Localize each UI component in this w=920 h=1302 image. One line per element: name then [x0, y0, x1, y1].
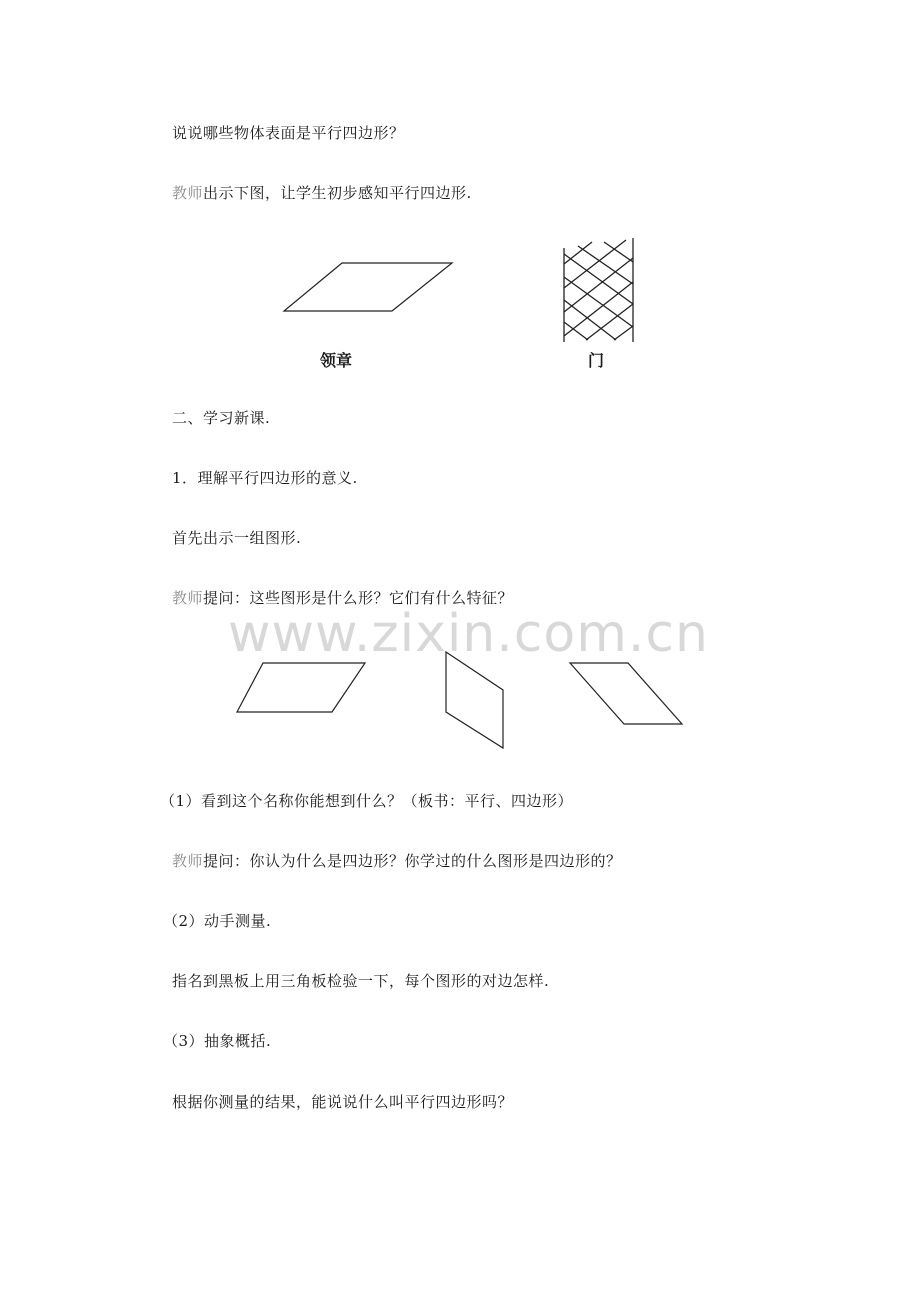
- badge-parallelogram-figure: [280, 258, 460, 318]
- text-line-12: 根据你测量的结果，能说说什么叫平行四边形吗？: [172, 1093, 514, 1111]
- highlight-teacher: 教师: [172, 589, 204, 607]
- parallelogram-shape-3: [570, 663, 682, 724]
- text-line-2-body: 出示下图，让学生初步感知平行四边形.: [203, 184, 472, 202]
- text-line-2: [172, 183, 472, 203]
- door-lattice-line: [614, 326, 633, 340]
- text-line-6-body: 提问：这些图形是什么形？它们有什么特征？: [203, 589, 514, 607]
- watermark: www.zixin.com.cn: [228, 604, 709, 664]
- text-line-7: （1）看到这个名称你能想到什么？（板书：平行、四边形）: [160, 792, 574, 810]
- parallelogram-shape-2: [446, 652, 503, 748]
- door-lattice-line: [564, 322, 588, 340]
- text-line-11: （3）抽象概括.: [163, 1032, 272, 1050]
- badge-caption: 领章: [320, 351, 353, 370]
- text-line-4: 1．理解平行四边形的意义.: [172, 469, 358, 487]
- text-line-8: [172, 851, 622, 871]
- highlight-teacher: 教师: [172, 852, 204, 870]
- text-line-3: 二、学习新课.: [172, 409, 271, 427]
- parallelogram-group-figure: [230, 650, 690, 756]
- door-lattice-figure: [556, 232, 642, 352]
- parallelogram-shape-1: [237, 663, 365, 712]
- door-caption: 门: [588, 351, 605, 370]
- badge-parallelogram-shape: [284, 263, 452, 311]
- text-line-9: （2）动手测量.: [163, 912, 272, 930]
- text-line-5: 首先出示一组图形.: [172, 529, 302, 547]
- text-line-8-body: 提问：你认为什么是四边形？你学过的什么图形是四边形的？: [203, 852, 622, 870]
- door-lattice-line: [564, 240, 626, 288]
- text-line-6: [172, 588, 513, 608]
- text-line-1: 说说哪些物体表面是平行四边形？: [172, 124, 405, 142]
- door-lattice-line: [564, 282, 633, 336]
- text-line-10: 指名到黑板上用三角板检验一下，每个图形的对边怎样.: [172, 972, 550, 990]
- highlight-teacher: 教师: [172, 184, 204, 202]
